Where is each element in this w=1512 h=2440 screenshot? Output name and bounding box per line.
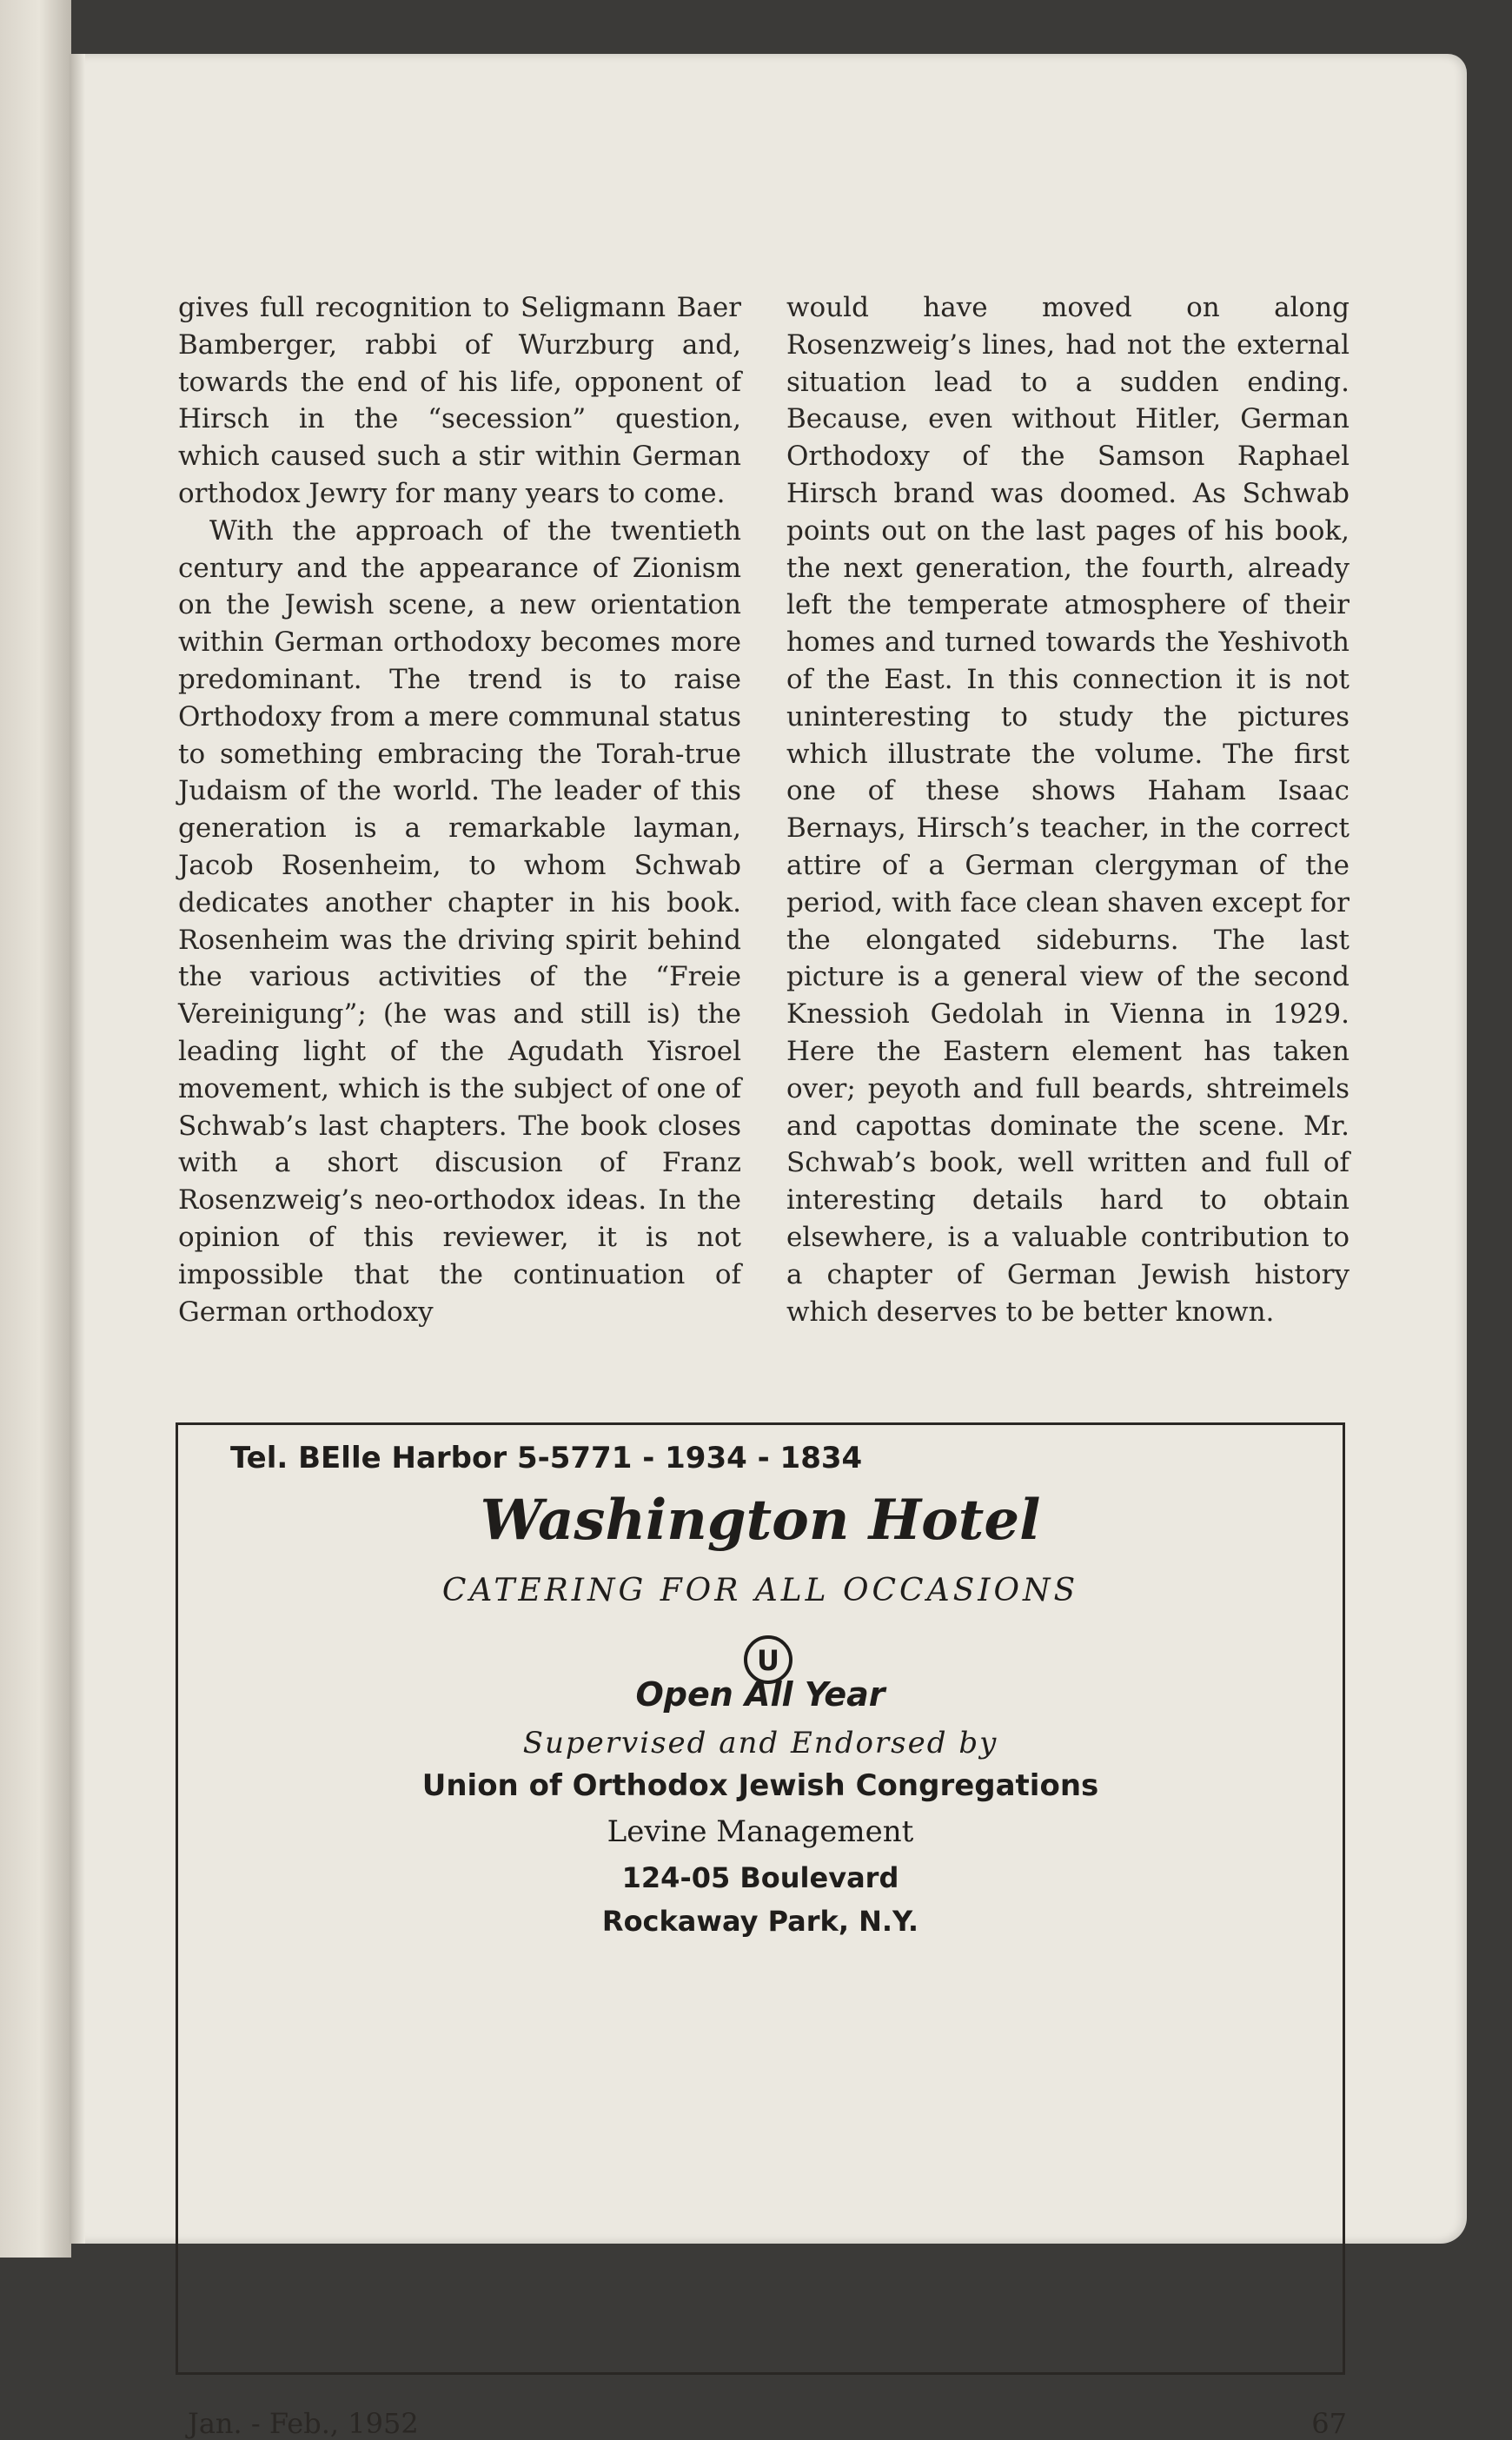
ad-catering-line: CATERING FOR ALL OCCASIONS <box>441 1573 1079 1608</box>
footer-date: Jan. - Feb., 1952 <box>188 2407 419 2440</box>
binding-gutter <box>70 54 85 2244</box>
ad-supervised-line: Supervised and Endorsed by <box>522 1726 998 1760</box>
ad-city: Rockaway Park, N.Y. <box>601 1905 919 1938</box>
left-column <box>178 289 741 1419</box>
ou-symbol-letter: U <box>757 1644 779 1677</box>
left-paragraph-1: gives full recognition to Seligmann Baer Bamberger, rabbi of Wurzburg and, towards the end of his life, opponent of Hirsch in the “secession” question, which caused such a stir within German orthodox Jewry for many years to come. <box>178 292 741 509</box>
ad-management: Levine Management <box>607 1814 914 1849</box>
previous-page-edge <box>0 0 71 2258</box>
page-number: 67 <box>1311 2407 1347 2440</box>
ad-telephone: Tel. BElle Harbor 5-5771 - 1934 - 1834 <box>230 1441 863 1475</box>
article-body <box>178 289 1350 1419</box>
ad-union-line: Union of Orthodox Jewish Congregations <box>421 1768 1099 1803</box>
right-column <box>786 289 1350 1419</box>
ad-hotel-name: Washington Hotel <box>480 1488 1041 1553</box>
ad-address: 124-05 Boulevard <box>621 1861 899 1894</box>
right-paragraph-1: would have moved on along Rosenzweig’s lines, had not the external situation lead to a sudden ending. Because, even without Hitler, German Orthodoxy of the Samson Raphael Hirsch brand was doomed. As Schwab points out on the last pages of his book, the next generation, the fourth, already left the temperate atmosphere of their homes and turned towards the Yeshivoth of the East. In this connection it is not uninteresting to study the pictures which illustrate the volume. The first one of these shows Haham Isaac Bernays, Hirsch’s teacher, in the correct attire of a German clergyman of the period, with face clean shaven except for the elongated sideburns. The last picture is a general view of the second Knessioh Gedolah in Vienna in 1929. Here the Eastern element has taken over; peyoth and full beards, shtreimels and capottas dominate the scene. Mr. Schwab’s book, well written and full of interesting details hard to obtain elsewhere, is a valuable contribution to a chapter of German Jewish history which deserves to be better known. <box>786 292 1350 1328</box>
left-paragraph-2: With the approach of the twentieth century and the appearance of Zionism on the Jewish scene, a new orientation within German orthodoxy becomes more predominant. The trend is to raise Orthodoxy from a mere communal status to something embracing the Torah-true Judaism of the world. The leader of this generation is a remarkable layman, Jacob Rosenheim, to whom Schwab dedicates another chapter in his book. Rosenheim was the driving spirit behind the various activities of the “Freie Vereinigung”; (he was and still is) the leading light of the Agudath Yisroel movement, which is the subject of one of Schwab’s last chapters. The book closes with a short discusion of Franz Rosenzweig’s neo-orthodox ideas. In the opinion of this reviewer, it is not impossible that the continuation of German orthodoxy <box>178 514 741 1328</box>
hotel-advertisement <box>176 1422 1345 2375</box>
ad-open-all-year: Open All Year <box>635 1675 885 1714</box>
